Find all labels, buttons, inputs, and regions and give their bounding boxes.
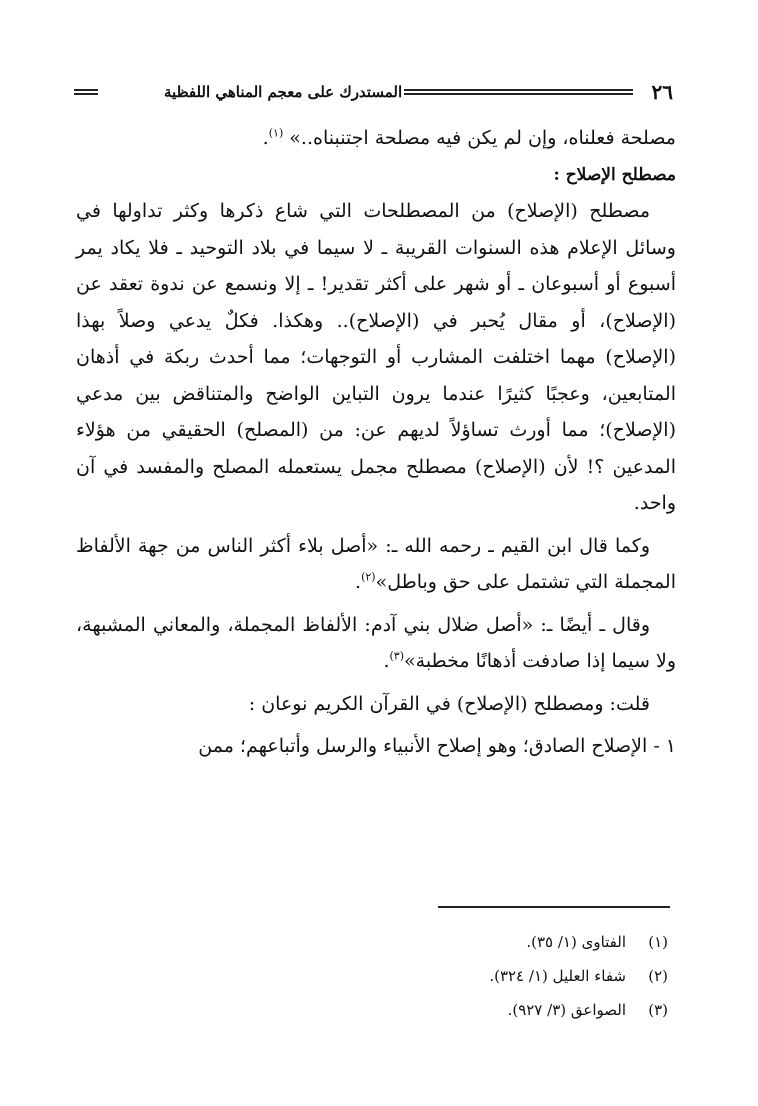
paragraph-4: قلت: ومصطلح (الإصلاح) في القرآن الكريم نوعان : xyxy=(248,692,650,715)
footnote xyxy=(268,993,668,1027)
footnote-text: الفتاوى (١/ ٣٥). xyxy=(526,933,626,951)
footnote-separator xyxy=(438,906,670,908)
page-number: ٢٦ xyxy=(651,80,673,104)
paragraph-3: وقال ـ أيضًا ـ: «أصل ضلال بني آدم: الألفاظ المجملة، والمعاني المشبهة، ولا سيما إذا صادفت أذهانًا مخطبة»$^{(٣)}$. xyxy=(76,613,676,672)
footnote xyxy=(268,959,668,993)
footnote-ref-2: (٢) xyxy=(361,570,376,584)
header-rule-short xyxy=(74,89,98,95)
paragraph-5: ١ - الإصلاح الصادق؛ وهو إصلاح الأنبياء والرسل وأتباعهم؛ ممن xyxy=(198,735,676,757)
header-rule xyxy=(404,89,633,95)
footnote-ref-3: (٣) xyxy=(389,649,405,663)
footnote-text: شفاء العليل (١/ ٣٢٤). xyxy=(489,967,626,985)
footnotes xyxy=(268,925,668,1027)
paragraph-1: مصطلح (الإصلاح) من المصطلحات التي شاع ذكرها وكثر تداولها في وسائل الإعلام هذه السنوات القريبة ـ لا سيما في بلاد التوحيد ـ فلا يكاد يمر أسبوع أو أسبوعان ـ أو شهر على أكثر تقدير! ـ إلا ونسمع عن ندوة تعقد عن (الإصلاح)، أو مقال يُحبر في (الإصلاح).. وهكذا. فكلٌ يدعي وصلاً بهذا (الإصلاح) مهما اختلفت المشارب أو التوجهات؛ مما أحدث ربكة في أذهان المتابعين، وعجبًا كثيرًا عندما يرون التباين الواضح والمتناقض بين مدعي (الإصلاح)؛ مما أورث تساؤلاً لديهم عن: من (المصلح) الحقيقي من هؤلاء المدعين ؟! لأن (الإصلاح) مصطلح مجمل يستعمله المصلح والمفسد في آن واحد. xyxy=(76,200,676,514)
footnote-number: (٢) xyxy=(648,967,668,985)
footnote xyxy=(268,925,668,959)
book-title: المستدرك على معجم المناهي اللفظية xyxy=(164,83,403,101)
section-heading: مصطلح الإصلاح : xyxy=(553,164,676,185)
footnote-ref-1: (١) xyxy=(268,126,284,140)
footnote-number: (٣) xyxy=(648,1001,668,1019)
continuation-line: مصلحة فعلناه، وإن لم يكن فيه مصلحة اجتنبناه..» $^{(١)}$. xyxy=(262,126,676,149)
page-body xyxy=(76,120,676,765)
running-header xyxy=(70,80,673,106)
footnote-text: الصواعق (٣/ ٩٢٧). xyxy=(507,1001,626,1019)
paragraph-2: وكما قال ابن القيم ـ رحمه الله ـ: «أصل بلاء أكثر الناس من جهة الألفاظ المجملة التي تشتمل على حق وباطل»$^{(٢)}$. xyxy=(76,534,676,593)
footnote-number: (١) xyxy=(648,933,668,951)
